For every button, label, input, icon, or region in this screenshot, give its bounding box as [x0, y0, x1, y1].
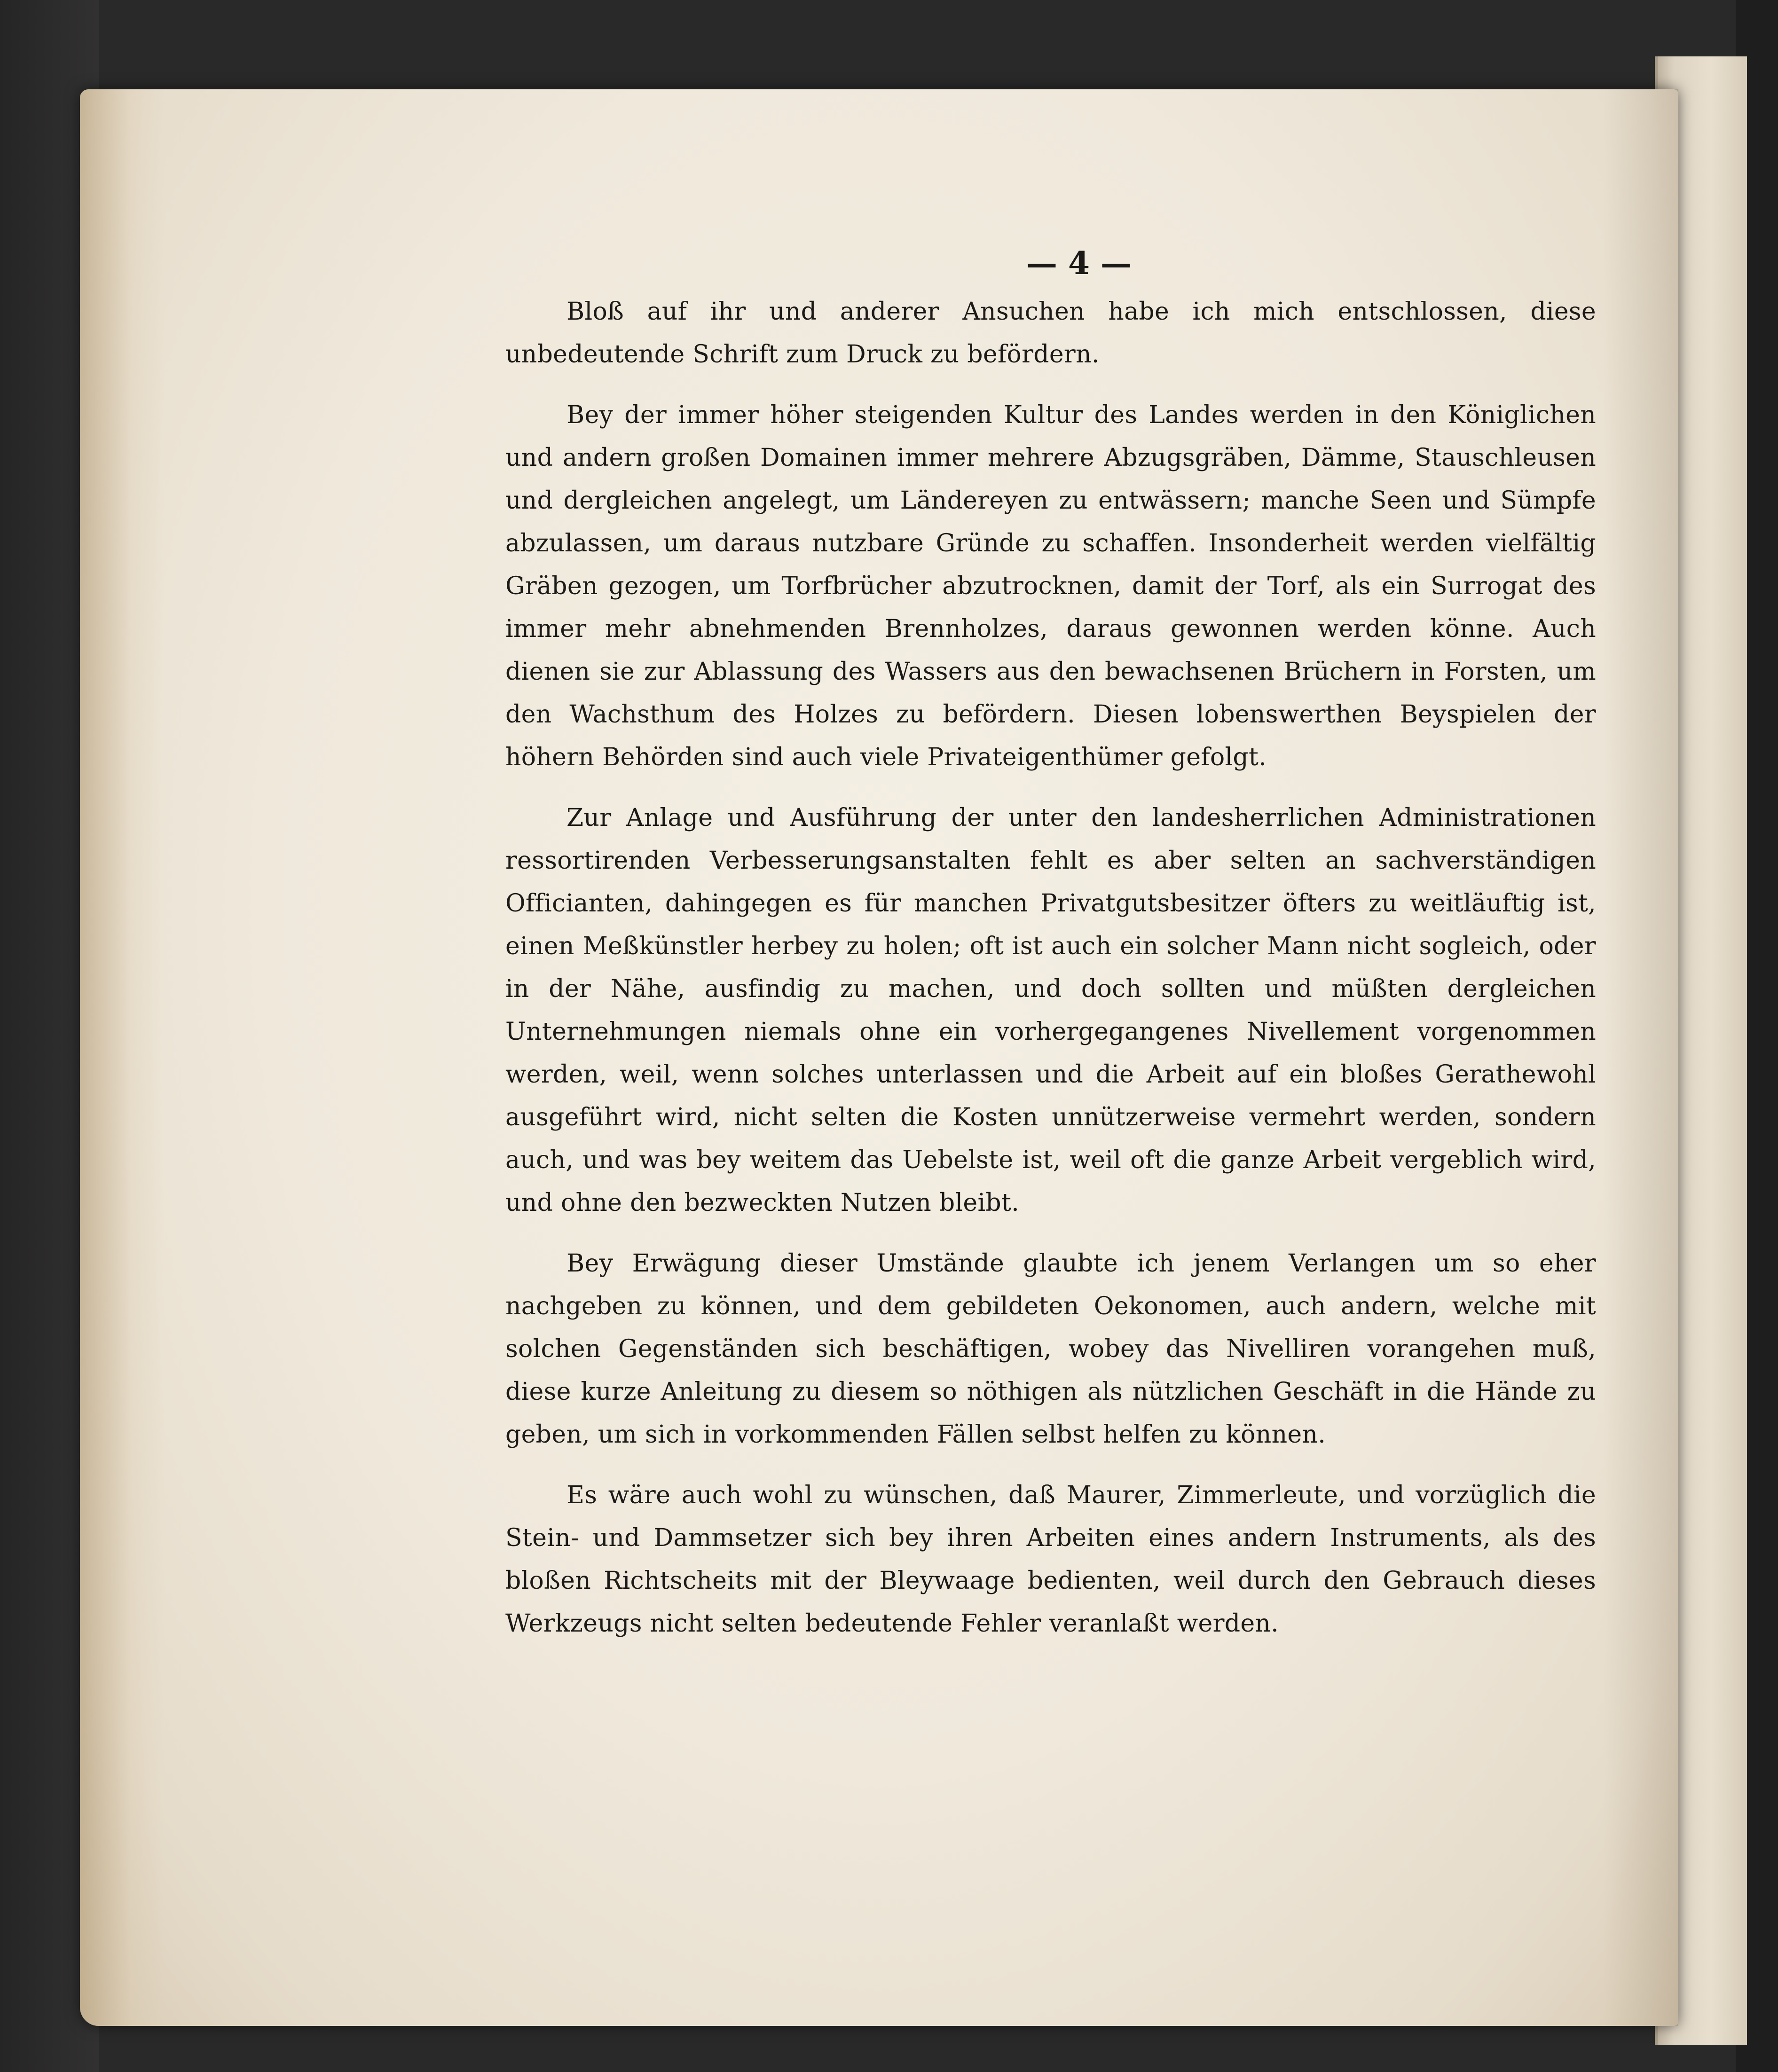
page-number: — 4 —: [1026, 245, 1132, 282]
paragraph-2: Bey der immer höher steigenden Kultur des Landes werden in den Königlichen und andern großen Domainen immer mehrere Abzugsgräben, Dämme, Stauschleusen und dergleichen angelegt, um Ländereyen zu entwässern; manche Seen und Sümpfe abzulassen, um daraus nutzbare Gründe zu schaffen. Insonderheit werden vielfältig Gräben gezogen, um Torfbrücher abzutrocknen, damit der Torf, als ein Surrogat des immer mehr abnehmenden Brennholzes, daraus gewonnen werden könne. Auch dienen sie zur Ablassung des Wassers aus den bewachsenen Brüchern in Forsten, um den Wachsthum des Holzes zu befördern. Diesen lobenswerthen Beyspielen der höhern Behörden sind auch viele Privateigenthümer gefolgt.: [505, 401, 1596, 771]
page-text-block: [505, 244, 1596, 1663]
paragraph-5: Es wäre auch wohl zu wünschen, daß Maurer, Zimmerleute, und vorzüglich die Stein- und Dammsetzer sich bey ihren Arbeiten eines andern Instruments, als des bloßen Richtscheits mit der Bleywaage bedienten, weil durch den Gebrauch dieses Werkzeugs nicht selten bedeutende Fehler veranlaßt werden.: [505, 1481, 1596, 1638]
paragraph-1: Bloß auf ihr und anderer Ansuchen habe ich mich entschlossen, diese unbedeutende Schrift zum Druck zu befördern.: [505, 298, 1596, 369]
book-page: [80, 89, 1678, 2026]
paragraph-4: Bey Erwägung dieser Umstände glaubte ich jenem Verlangen um so eher nachgeben zu können, und dem gebildeten Oekonomen, auch andern, welche mit solchen Gegenständen sich beschäftigen, wobey das Nivelliren vorangehen muß, diese kurze Anleitung zu diesem so nöthigen als nützlichen Geschäft in die Hände zu geben, um sich in vorkommenden Fällen selbst helfen zu können.: [505, 1249, 1596, 1449]
gutter-shade: [1603, 89, 1678, 2026]
page-edge-stain: [80, 89, 165, 2026]
paragraph-3: Zur Anlage und Ausführung der unter den landesherrlichen Administrationen ressortirenden Verbesserungsanstalten fehlt es aber selten an sachverständigen Officianten, dahingegen es für manchen Privatgutsbesitzer öfters zu weitläuftig ist, einen Meßkünstler herbey zu holen; oft ist auch ein solcher Mann nicht sogleich, oder in der Nähe, ausfindig zu machen, und doch sollten und müßten dergleichen Unternehmungen niemals ohne ein vorhergegangenes Nivellement vorgenommen werden, weil, wenn solches unterlassen und die Arbeit auf ein bloßes Gerathewohl ausgeführt wird, nicht selten die Kosten unnützerweise vermehrt werden, sondern auch, und was bey weitem das Uebelste ist, weil oft die ganze Arbeit vergeblich wird, und ohne den bezweckten Nutzen bleibt.: [505, 804, 1596, 1217]
